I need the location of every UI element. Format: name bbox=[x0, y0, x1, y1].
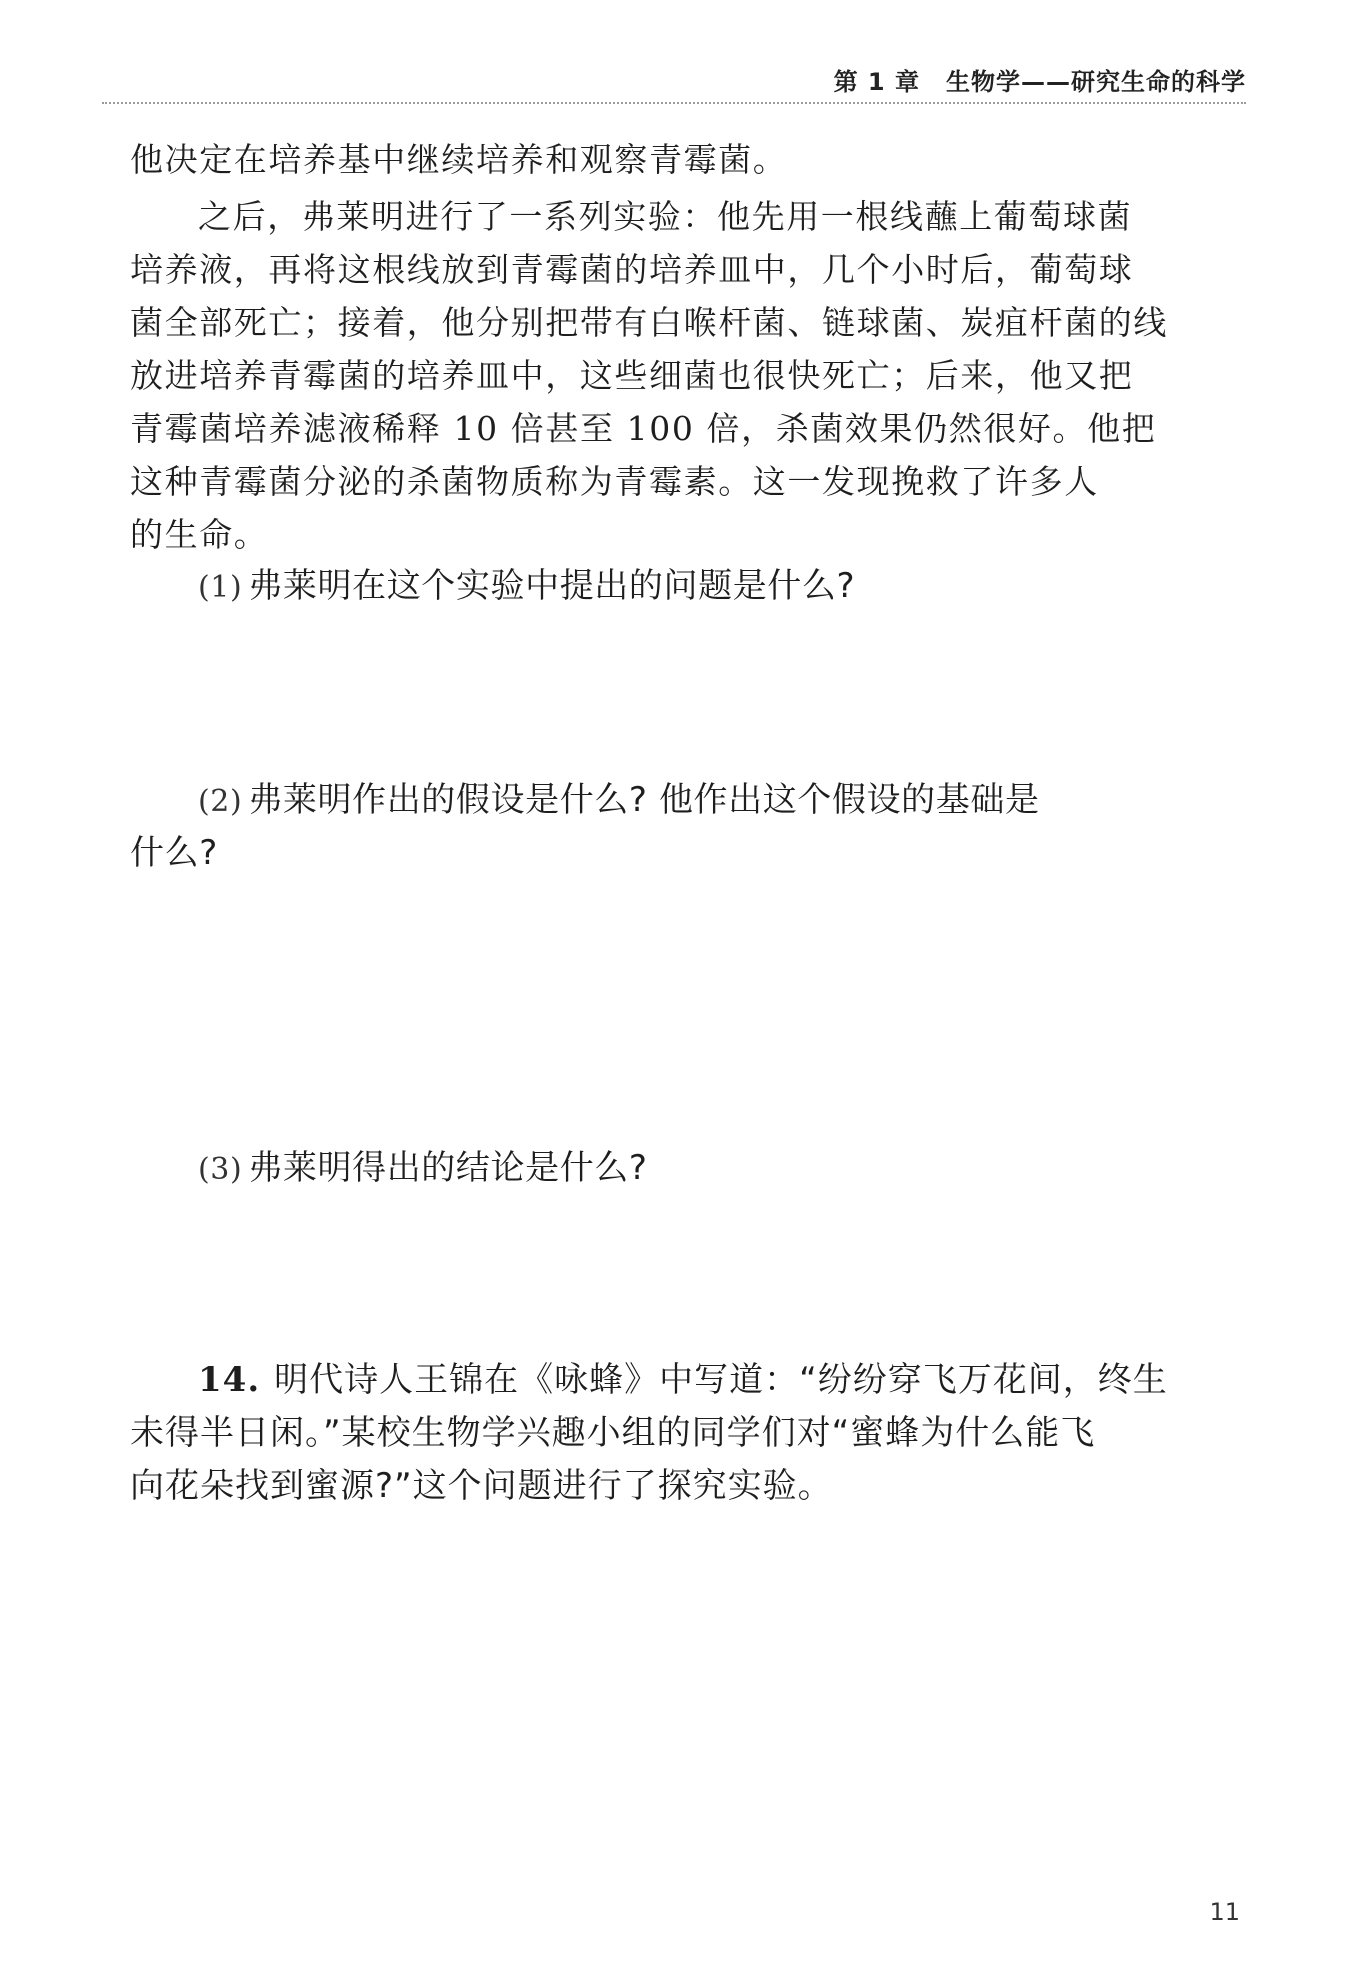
question-3 bbox=[198, 1148, 1246, 1190]
body-line: 菌全部死亡；接着，他分别把带有白喉杆菌、链球菌、炭疽杆菌的线 bbox=[130, 303, 1168, 342]
body-line: 培养液，再将这根线放到青霉菌的培养皿中，几个小时后，葡萄球 bbox=[130, 250, 1134, 289]
problem-text: 明代诗人王锦在《咏蜂》中写道：“纷纷穿飞万花间，终生 bbox=[274, 1360, 1168, 1400]
chapter-title: 生物学——研究生命的科学 bbox=[946, 68, 1246, 96]
problem-14-line: 未得半日闲。”某校生物学兴趣小组的同学们对“蜜蜂为什么能飞 bbox=[130, 1413, 1096, 1453]
body-line: 青霉菌培养滤液稀释 10 倍甚至 100 倍，杀菌效果仍然很好。他把 bbox=[130, 409, 1157, 448]
body-line: 他决定在培养基中继续培养和观察青霉菌。 bbox=[130, 140, 788, 179]
question-number: (1) bbox=[198, 570, 243, 605]
question-2-continuation: 什么? bbox=[130, 833, 218, 873]
question-2 bbox=[198, 780, 1246, 822]
page-number: 11 bbox=[1209, 1898, 1240, 1926]
question-text: 弗莱明在这个实验中提出的问题是什么? bbox=[248, 566, 856, 606]
question-text: 弗莱明得出的结论是什么? bbox=[248, 1148, 648, 1188]
body-line: 放进培养青霉菌的培养皿中，这些细菌也很快死亡；后来，他又把 bbox=[130, 356, 1134, 395]
chapter-number: 第 1 章 bbox=[833, 68, 920, 96]
running-header bbox=[102, 62, 1246, 104]
chapter-heading bbox=[834, 62, 1246, 97]
body-line: 的生命。 bbox=[130, 515, 269, 554]
question-number: (2) bbox=[198, 784, 243, 819]
problem-14-line bbox=[198, 1360, 1246, 1400]
body-line: 之后，弗莱明进行了一系列实验：他先用一根线蘸上葡萄球菌 bbox=[198, 197, 1133, 236]
question-1 bbox=[198, 566, 1246, 608]
question-number: (3) bbox=[198, 1152, 243, 1187]
question-text: 弗莱明作出的假设是什么? 他作出这个假设的基础是 bbox=[248, 780, 1040, 820]
body-line: 这种青霉菌分泌的杀菌物质称为青霉素。这一发现挽救了许多人 bbox=[130, 462, 1099, 501]
problem-14-line: 向花朵找到蜜源?”这个问题进行了探究实验。 bbox=[130, 1466, 833, 1506]
problem-number: 14. bbox=[198, 1360, 261, 1400]
